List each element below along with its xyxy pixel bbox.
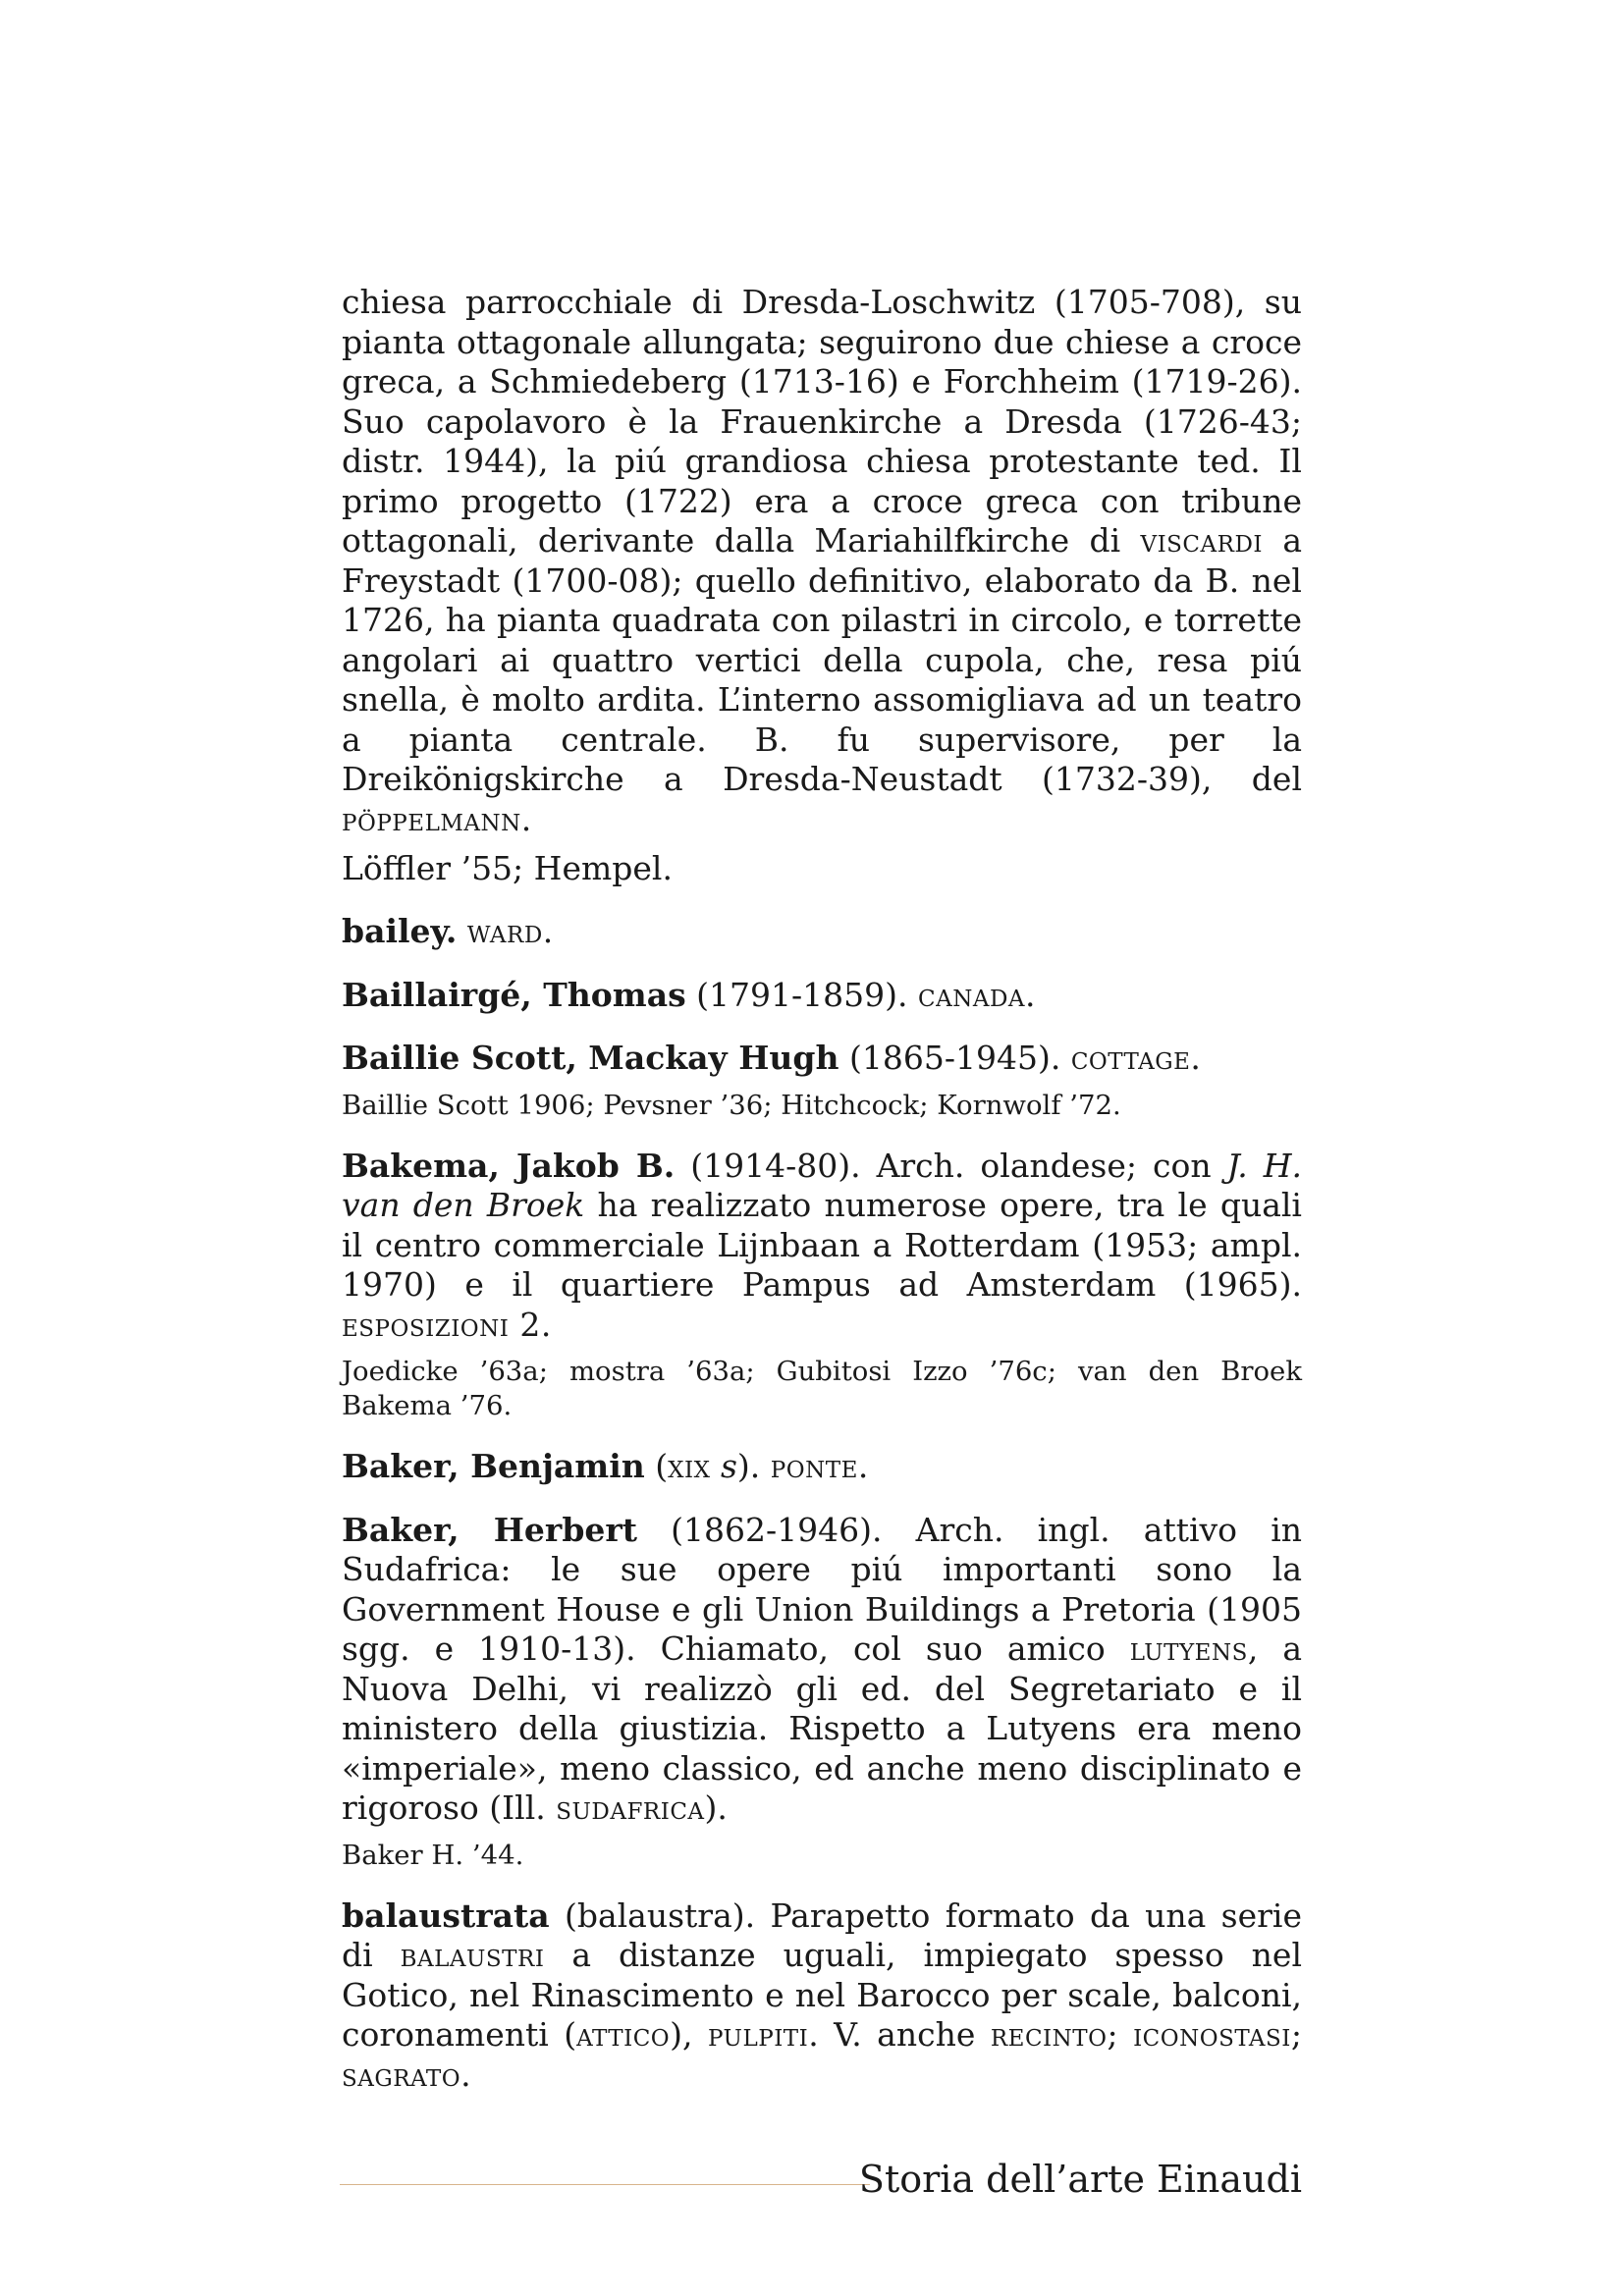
bibliography: Joedicke ’63a; mostra ’63a; Gubitosi Izzo ’76c; van den Broek Bakema ’76. [342, 1356, 1302, 1421]
headword: bailey. [342, 912, 458, 950]
entry-balaustrata [342, 1896, 1302, 2096]
entry-baillairge [342, 976, 1302, 1016]
bibliography: Baker H. ’44. [342, 1839, 524, 1871]
cross-reference[interactable]: balaustri [400, 1936, 545, 1974]
cross-reference[interactable]: recinto [990, 2015, 1108, 2054]
cross-reference[interactable]: viscardi [1140, 521, 1263, 560]
entry-body: balaustrata (balaustra). Parapetto formato da una serie di balaustri a distanze uguali, impiegato spesso nel Gotico, nel Rinascimento e nel Barocco per scale, balconi, coronamenti (attico), pulpiti. V. anche recinto; iconostasi; sagrato. [342, 1896, 1302, 2094]
cross-reference[interactable]: ponte [770, 1447, 858, 1485]
cross-reference[interactable]: canada [918, 975, 1026, 1014]
entry-body: Baker, Herbert (1862-1946). Arch. ingl. attivo in Sudafrica: le sue opere piú importanti sono la Government House e gli Union Buildings a Pretoria (1905 sgg. e 1910-13). Chiamato, col suo amico lutyens, a Nuova Delhi, vi realizzò gli ed. del Segretariato e il ministero della giustizia. Rispetto a Lutyens era meno «imperiale», meno classico, ed anche meno disciplinato e rigoroso (Ill. sudafrica). [342, 1510, 1303, 1827]
entry-body: Baker, Benjamin (xix s). ponte. [342, 1447, 869, 1485]
cross-reference[interactable]: attico [576, 2015, 671, 2054]
cross-reference[interactable]: sudafrica [556, 1789, 705, 1827]
headword: Baker, Herbert [342, 1510, 638, 1549]
entry-baker-benjamin [342, 1447, 1302, 1487]
entry-body: Baillie Scott, Mackay Hugh (1865-1945). cottage. [342, 1039, 1201, 1077]
entry-body: Bakema, Jakob B. (1914-80). Arch. olandese; con J. H. van den Broek ha realizzato numerose opere, tra le quali il centro commerciale Lijnbaan a Rotterdam (1953; ampl. 1970) e il quartiere Pampus ad Amsterdam (1965). esposizioni 2. [342, 1146, 1302, 1344]
headword: Baillie Scott, Mackay Hugh [342, 1039, 839, 1077]
footer-rule [340, 2184, 870, 2185]
headword: Baker, Benjamin [342, 1447, 645, 1485]
cross-reference[interactable]: pulpiti [707, 2015, 809, 2054]
headword: Baillairgé, Thomas [342, 975, 686, 1014]
cross-reference[interactable]: sagrato [342, 2055, 461, 2094]
headword: Bakema, Jakob B. [342, 1146, 676, 1185]
entry-continuation [342, 283, 1302, 888]
cross-reference[interactable]: lutyens [1129, 1629, 1248, 1668]
cross-reference[interactable]: pöppelmann [342, 799, 521, 838]
bibliography: Löffler ’55; Hempel. [342, 849, 673, 887]
entry-body: bailey. ward. [342, 912, 554, 950]
entry-body: chiesa parrocchiale di Dresda-Loschwitz (1705-708), su pianta ottagonale allungata; seguirono due chiese a croce greca, a Schmiedeberg (1713-16) e Forchheim (1719-26). Suo capolavoro è la Frauenkirche a Dresda (1726-43; distr. 1944), la piú grandiosa chiesa protestante ted. Il primo progetto (1722) era a croce greca con tribune ottagonali, derivante dalla Mariahilfkirche di viscardi a Freystadt (1700-08); quello definitivo, elaborato da B. nel 1726, ha pianta quadrata con pilastri in circolo, e torrette angolari ai quattro vertici della cupola, che, resa piú snella, è molto ardita. L’interno assomigliava ad un teatro a pianta centrale. B. fu supervisore, per la Dreikönigskirche a Dresda-Neustadt (1732-39), del pöppelmann. [342, 283, 1302, 838]
entry-bailey [342, 912, 1302, 952]
cross-reference[interactable]: cottage [1070, 1039, 1191, 1077]
bibliography: Baillie Scott 1906; Pevsner ’36; Hitchcock; Kornwolf ’72. [342, 1089, 1121, 1121]
entry-bakema [342, 1147, 1302, 1424]
cross-reference[interactable]: esposizioni 2 [342, 1305, 541, 1344]
entry-baillie-scott [342, 1039, 1302, 1123]
dictionary-page [342, 283, 1302, 2095]
entry-baker-herbert [342, 1511, 1302, 1873]
cross-reference[interactable]: iconostasi [1133, 2015, 1291, 2054]
footer-title: Storia dell’arte Einaudi [858, 2158, 1302, 2201]
person-name: J. H. van den Broek [342, 1146, 1302, 1224]
cross-reference[interactable]: ward [466, 912, 543, 950]
headword: balaustrata [342, 1896, 550, 1935]
entry-body: Baillairgé, Thomas (1791-1859). canada. [342, 975, 1036, 1014]
